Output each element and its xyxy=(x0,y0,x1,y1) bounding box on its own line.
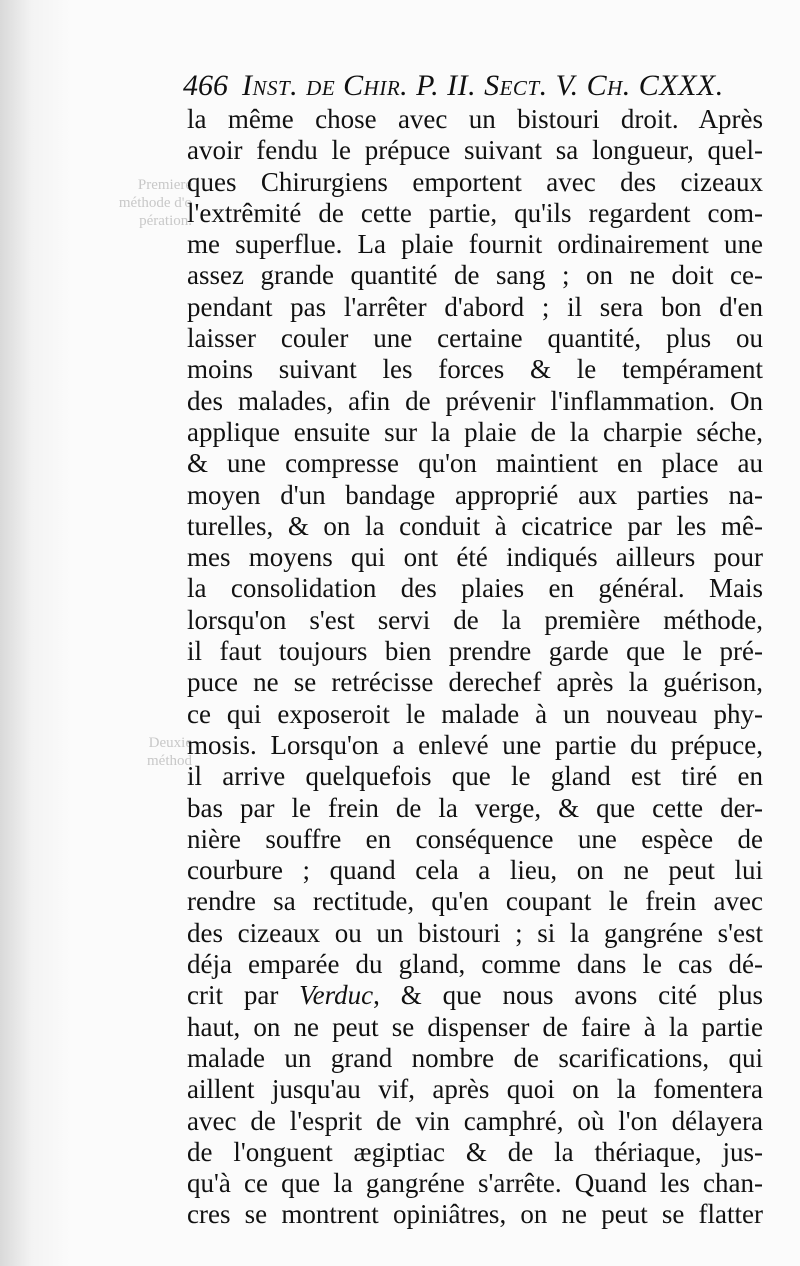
text-line xyxy=(187,918,763,949)
line-text: moyen d'un bandage approprié aux parties na- xyxy=(187,479,763,510)
text-line xyxy=(187,980,763,1011)
text-line xyxy=(187,292,763,323)
line-text: turelles, & on la conduit à cicatrice par les mê- xyxy=(187,510,763,541)
text-line xyxy=(187,824,763,855)
text-line xyxy=(187,104,763,135)
line-text: il arrive quelquefois que le gland est tiré en xyxy=(187,761,763,792)
line-text: l'extrêmité de cette partie, qu'ils regardent com- xyxy=(187,197,763,228)
line-text: mes moyens qui ont été indiqués ailleurs pour xyxy=(187,542,763,573)
text-segment: crit par xyxy=(187,980,300,1011)
text-line xyxy=(187,511,763,542)
show-through-marginal-note-2: Deuxie méthod xyxy=(147,735,192,769)
line-text: cres se montrent opiniâtres, on ne peut se flatter xyxy=(187,1199,763,1230)
text-line xyxy=(187,1137,763,1168)
line-text: il faut toujours bien prendre garde que le pré- xyxy=(187,636,763,667)
text-line xyxy=(187,448,763,479)
text-line xyxy=(187,793,763,824)
text-line xyxy=(187,167,763,198)
line-text: courbure ; quand cela a lieu, on ne peut lui xyxy=(187,855,763,886)
text-line xyxy=(187,1012,763,1043)
line-text: assez grande quantité de sang ; on ne doit ce- xyxy=(187,260,763,291)
text-line xyxy=(187,667,763,698)
line-text: bas par le frein de la verge, & que cette der- xyxy=(187,792,763,823)
text-line xyxy=(187,1106,763,1137)
text-segment: , & que nous avons cité plus xyxy=(373,980,763,1011)
line-text: déja emparée du gland, comme dans le cas dé- xyxy=(187,949,763,980)
body-text xyxy=(187,104,763,1230)
text-line xyxy=(187,1199,763,1230)
text-line xyxy=(187,354,763,385)
page-number: 466 xyxy=(183,69,228,102)
text-line xyxy=(187,542,763,573)
line-text: ce qui exposeroit le malade à un nouveau phy- xyxy=(187,698,763,729)
line-text: avoir fendu le prépuce suivant sa longueur, quel- xyxy=(187,135,763,166)
text-line xyxy=(187,886,763,917)
text-line xyxy=(187,761,763,792)
line-text: la même chose avec un bistouri droit. Après xyxy=(187,104,763,134)
line-text: aillent jusqu'au vif, après quoi on la fomentera xyxy=(187,1074,763,1105)
line-text: des malades, afin de prévenir l'inflammation. On xyxy=(187,385,763,416)
line-text: applique ensuite sur la plaie de la charpie séche, xyxy=(187,416,763,447)
text-line xyxy=(187,229,763,260)
line-text: lorsqu'on s'est servi de la première méthode, xyxy=(187,604,763,635)
line-text: nière souffre en conséquence une espèce de xyxy=(187,823,763,854)
line-text: mosis. Lorsqu'on a enlevé une partie du prépuce, xyxy=(187,729,763,760)
page-gutter-shadow xyxy=(0,0,70,1266)
text-line xyxy=(187,1043,763,1074)
text-line xyxy=(187,730,763,761)
text-line xyxy=(187,480,763,511)
text-line xyxy=(187,260,763,291)
line-text: avec de l'esprit de vin camphré, où l'on délayera xyxy=(187,1105,763,1136)
line-text: la consolidation des plaies en général. Mais xyxy=(187,573,763,604)
text-line xyxy=(187,636,763,667)
line-text: qu'à ce que la gangréne s'arrête. Quand les chan- xyxy=(187,1168,763,1199)
line-text: & une compresse qu'on maintient en place au xyxy=(187,448,763,479)
line-text: moins suivant les forces & le tempérament xyxy=(187,354,763,385)
text-line xyxy=(187,699,763,730)
text-line xyxy=(187,386,763,417)
text-line xyxy=(187,323,763,354)
text-line xyxy=(187,949,763,980)
line-text: pendant pas l'arrêter d'abord ; il sera bon d'en xyxy=(187,291,763,322)
line-text: puce ne se retrécisse derechef après la guérison, xyxy=(187,667,763,698)
line-text: me superflue. La plaie fournit ordinairement une xyxy=(187,229,763,260)
page-header xyxy=(183,64,743,108)
author-name-italic: Verduc xyxy=(299,980,374,1011)
text-line xyxy=(187,417,763,448)
text-line xyxy=(187,855,763,886)
line-text: haut, on ne peut se dispenser de faire à la partie xyxy=(187,1011,763,1042)
text-line xyxy=(187,605,763,636)
line-text: laisser couler une certaine quantité, plus ou xyxy=(187,323,763,354)
text-line xyxy=(187,1168,763,1199)
line-text: ques Chirurgiens emportent avec des cizeaux xyxy=(187,166,763,197)
line-text: malade un grand nombre de scarifications, qui xyxy=(187,1042,763,1073)
text-line xyxy=(187,573,763,604)
line-text: de l'onguent ægiptiac & de la thériaque, jus- xyxy=(187,1136,763,1167)
text-line xyxy=(187,1074,763,1105)
line-text: rendre sa rectitude, qu'en coupant le frein avec xyxy=(187,886,763,917)
show-through-marginal-note-1: Premiere méthode d'o pération. xyxy=(118,177,192,229)
line-text: des cizeaux ou un bistouri ; si la gangréne s'est xyxy=(187,917,763,948)
running-head: Inst. de Chir. P. II. Sect. V. Ch. CXXX. xyxy=(242,69,724,102)
text-line xyxy=(187,198,763,229)
text-line xyxy=(187,135,763,166)
